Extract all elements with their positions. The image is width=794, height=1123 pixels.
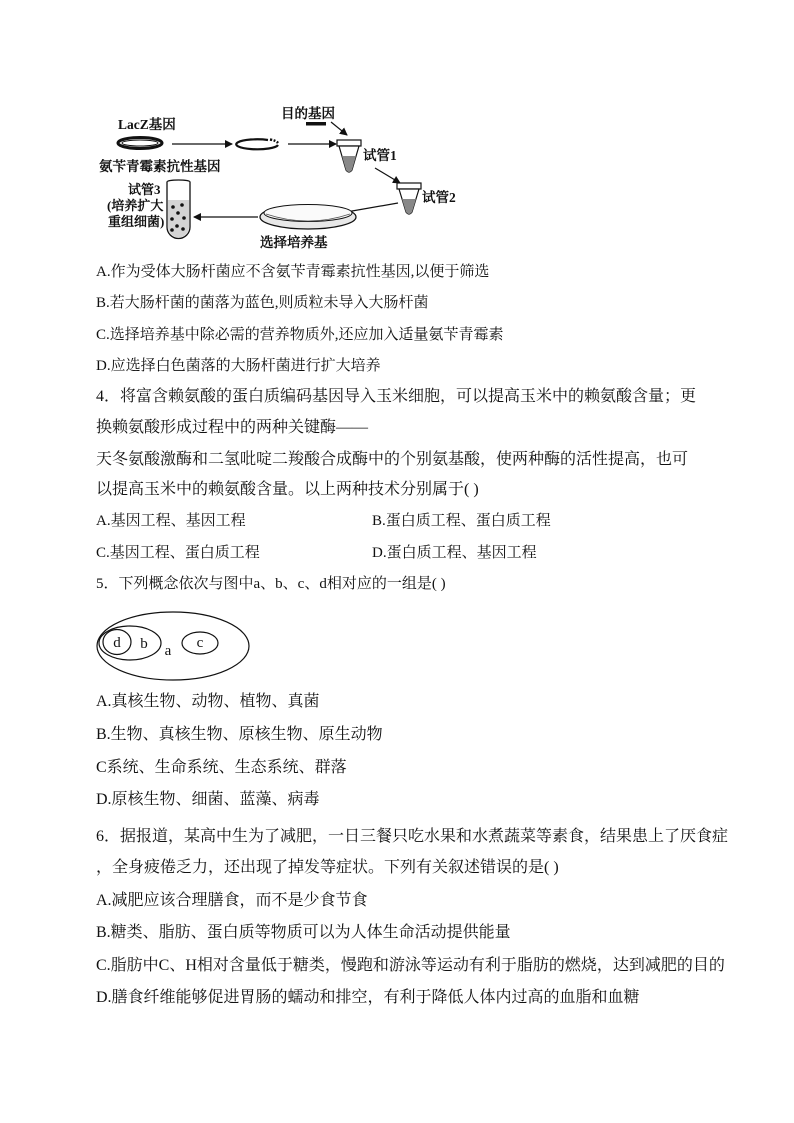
selective-medium-label: 选择培养基 [260,235,328,250]
q5-option-a: A.真核生物、动物、植物、真菌 [96,693,320,710]
q6-stem-line1: 6．据报道，某高中生为了减肥，一日三餐只吃水果和水煮蔬菜等素食，结果患上了厌食症 [96,828,729,845]
q5-stem: 5．下列概念依次与图中a、b、c、d相对应的一组是( ) [96,576,446,592]
tube3-label-line2: (培养扩大 [107,198,164,213]
q4-stem-line1: 4．将富含赖氨酸的蛋白质编码基因导入玉米细胞，可以提高玉米中的赖氨酸含量；更 [96,388,697,405]
q5-option-d: D.原核生物、细菌、蓝藻、病毒 [96,791,320,808]
q6-option-a: A.减肥应该合理膳食，而不是少食节食 [96,892,368,909]
q4-option-c: C.基因工程、蛋白质工程 [96,545,260,561]
q4-option-d: D.蛋白质工程、基因工程 [372,545,537,561]
q6-option-b: B.糖类、脂肪、蛋白质等物质可以为人体生命活动提供能量 [96,924,511,941]
lacz-gene-label: LacZ基因 [118,117,176,132]
test-tube-1 [337,140,361,172]
tube3-label-line3: 重组细菌) [108,214,165,229]
q3-option-a: A.作为受体大肠杆菌应不含氨苄青霉素抗性基因,以便于筛选 [96,264,490,280]
plasmid-original [118,138,162,149]
test-tube-2 [397,183,421,214]
q4-stem-line2: 换赖氨酸形成过程中的两种关键酶—— [96,419,369,436]
concept-venn-diagram [0,600,300,690]
q6-stem-line2: ，全身疲倦乏力，还出现了掉发等症状。下列有关叙述错误的是( ) [96,859,559,876]
target-gene-label: 目的基因 [281,106,335,121]
venn-label-b: b [140,636,148,652]
venn-label-a: a [164,643,172,659]
recombinant-plasmid-figure [0,0,794,260]
q5-option-b: B.生物、真核生物、原核生物、原生动物 [96,726,383,743]
venn-label-c: c [196,635,204,651]
q3-option-c: C.选择培养基中除必需的营养物质外,还应加入适量氨苄青霉素 [96,327,504,343]
plasmid-recombinant [236,139,278,149]
venn-b-ellipse [99,626,161,660]
q6-option-c: C.脂肪中C、H相对含量低于糖类，慢跑和游泳等运动有利于脂肪的燃烧，达到减肥的目的 [96,957,725,974]
venn-label-d: d [113,635,121,651]
tube2-label: 试管2 [422,190,456,205]
arrow-gene-to-tube1 [331,122,347,135]
amp-resistance-gene-label: 氨苄青霉素抗性基因 [99,159,221,174]
tube1-label: 试管1 [363,148,397,163]
q4-option-a: A.基因工程、基因工程 [96,513,246,529]
target-gene-fragment [306,122,326,126]
q3-option-d: D.应选择白色菌落的大肠杆菌进行扩大培养 [96,358,381,374]
q5-option-c: C系统、生命系统、生态系统、群落 [96,759,347,776]
tube3-label-line1: 试管3 [128,182,161,197]
arrow-tube1-to-tube2 [375,168,400,183]
q3-option-b: B.若大肠杆菌的菌落为蓝色,则质粒未导入大肠杆菌 [96,295,429,311]
test-tube-3 [167,180,190,239]
q6-option-d: D.膳食纤维能够促进胃肠的蠕动和排空，有利于降低人体内过高的血脂和血糖 [96,989,640,1006]
q4-stem-line3: 天冬氨酸激酶和二氢吡啶二羧酸合成酶中的个别氨基酸，使两种酶的活性提高，也可 [96,451,689,468]
petri-dish [260,205,356,230]
q4-option-b: B.蛋白质工程、蛋白质工程 [372,513,551,529]
q4-stem-line4: 以提高玉米中的赖氨酸含量。以上两种技术分别属于( ) [96,481,479,498]
